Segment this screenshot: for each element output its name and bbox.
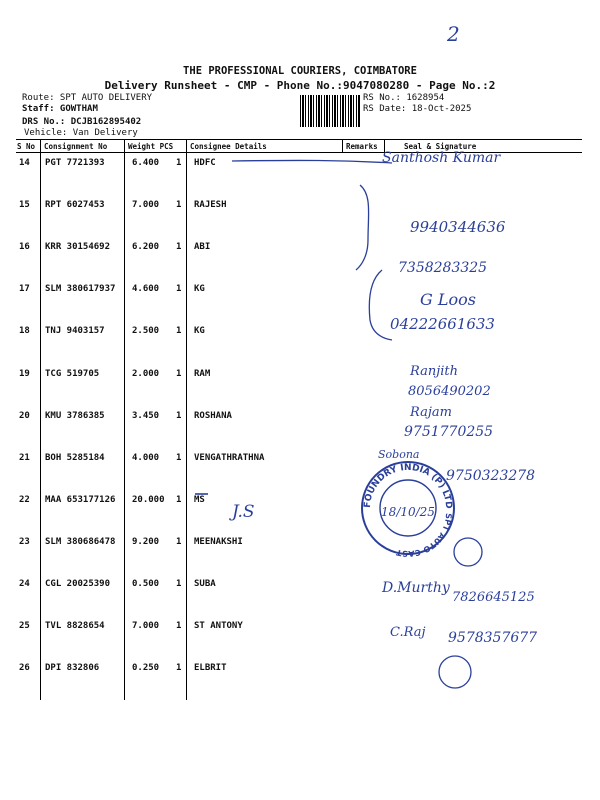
row-consignee: VENGATHRATHNA xyxy=(194,453,265,463)
ink-bracket-row-17-18 xyxy=(369,270,392,340)
col-header-consignment: Consignment No xyxy=(44,142,108,151)
row-consignment-no: DPI 832806 xyxy=(45,663,100,673)
ink-circle-row-23 xyxy=(454,538,482,566)
row-weight: 3.450 xyxy=(132,411,160,421)
phone-row-24: 7826645125 xyxy=(452,590,535,605)
company-seal-stamp xyxy=(358,458,458,558)
phone-row-15: 9940344636 xyxy=(410,218,506,236)
row-consignment-no: SLM 380617937 xyxy=(45,284,116,294)
row-sno: 16 xyxy=(19,242,30,252)
row-consignment-no: RPT 6027453 xyxy=(45,200,105,210)
phone-row-25: 9578357677 xyxy=(448,630,538,646)
seal-ring-text-lower: SPT AUTO CAST xyxy=(395,512,454,558)
signature-row-22: J.S xyxy=(232,502,255,522)
row-pcs: 1 xyxy=(176,663,182,673)
row-pcs: 1 xyxy=(176,495,182,505)
row-pcs: 1 xyxy=(176,242,182,252)
row-weight: 4.000 xyxy=(132,453,160,463)
row-sno: 17 xyxy=(19,284,30,294)
seal-top-word: Sobona xyxy=(378,448,420,461)
row-consignee: KG xyxy=(194,326,205,336)
signature-row-20: Rajam xyxy=(410,405,452,420)
row-sno: 20 xyxy=(19,411,30,421)
row-consignment-no: TVL 8828654 xyxy=(45,621,105,631)
rs-number: RS No.: 1628954 xyxy=(363,93,445,103)
row-consignment-no: KRR 30154692 xyxy=(45,242,111,252)
row-pcs: 1 xyxy=(176,158,182,168)
row-pcs: 1 xyxy=(176,537,182,547)
row-consignment-no: KMU 3786385 xyxy=(45,411,105,421)
row-weight: 4.600 xyxy=(132,284,160,294)
signature-row-17: G Loos xyxy=(420,290,476,309)
row-weight: 7.000 xyxy=(132,200,160,210)
row-consignment-no: PGT 7721393 xyxy=(45,158,105,168)
phone-row-16: 7358283325 xyxy=(398,260,488,276)
col-header-consignee: Consignee Details xyxy=(190,142,267,151)
row-consignee: SUBA xyxy=(194,579,216,589)
col-header-sno: S No xyxy=(17,142,36,151)
signature-row-24: D.Murthy xyxy=(382,580,450,596)
signature-row-14: Santhosh Kumar xyxy=(382,150,501,166)
row-consignment-no: MAA 653177126 xyxy=(45,495,116,505)
row-weight: 9.200 xyxy=(132,537,160,547)
col-header-weight-pcs: Weight PCS xyxy=(128,142,174,151)
row-pcs: 1 xyxy=(176,369,182,379)
rs-date: RS Date: 18-Oct-2025 xyxy=(363,104,472,114)
ink-line-row-14 xyxy=(232,160,392,163)
row-sno: 24 xyxy=(19,579,30,589)
runsheet-subtitle: Delivery Runsheet - CMP - Phone No.:9047080280 - Page No.:2 xyxy=(104,79,496,92)
row-sno: 18 xyxy=(19,326,30,336)
row-sno: 26 xyxy=(19,663,30,673)
row-sno: 14 xyxy=(19,158,30,168)
phone-row-18: 04222661633 xyxy=(390,315,495,333)
row-sno: 23 xyxy=(19,537,30,547)
vehicle-label: Vehicle: Van Delivery xyxy=(24,128,138,138)
staff-label: Staff: GOWTHAM xyxy=(22,104,98,114)
row-sno: 25 xyxy=(19,621,30,631)
row-consignee: RAJESH xyxy=(194,200,227,210)
phone-row-19: 8056490202 xyxy=(408,384,491,399)
row-consignee: MS xyxy=(194,495,205,505)
row-consignment-no: SLM 380686478 xyxy=(45,537,116,547)
row-consignee: RAM xyxy=(194,369,211,379)
row-pcs: 1 xyxy=(176,284,182,294)
seal-ring-text: FOUNDRY INDIA (P) LTD xyxy=(362,462,454,510)
row-weight: 0.250 xyxy=(132,663,160,673)
row-consignment-no: TNJ 9403157 xyxy=(45,326,105,336)
row-consignee: ABI xyxy=(194,242,211,252)
phone-row-21: 9750323278 xyxy=(446,468,536,484)
row-pcs: 1 xyxy=(176,579,182,589)
row-weight: 0.500 xyxy=(132,579,160,589)
col-header-seal-signature: Seal & Signature xyxy=(404,142,477,151)
row-consignee: ROSHANA xyxy=(194,411,232,421)
row-consignee: ELBRIT xyxy=(194,663,227,673)
row-weight: 6.400 xyxy=(132,158,160,168)
row-sno: 22 xyxy=(19,495,30,505)
row-sno: 19 xyxy=(19,369,30,379)
row-consignee: KG xyxy=(194,284,205,294)
phone-row-20: 9751770255 xyxy=(404,424,494,440)
row-weight: 2.500 xyxy=(132,326,160,336)
row-pcs: 1 xyxy=(176,326,182,336)
row-consignment-no: TCG 519705 xyxy=(45,369,100,379)
row-weight: 7.000 xyxy=(132,621,160,631)
col-header-remarks: Remarks xyxy=(346,142,378,151)
row-weight: 20.000 xyxy=(132,495,165,505)
page-mark-handwritten: 2 xyxy=(447,22,460,46)
drs-number: DRS No.: DCJB162895402 xyxy=(22,117,142,127)
company-title: THE PROFESSIONAL COURIERS, COIMBATORE xyxy=(183,65,417,77)
signature-row-25: C.Raj xyxy=(390,625,426,640)
ink-circle-row-26 xyxy=(439,656,471,688)
row-sno: 21 xyxy=(19,453,30,463)
row-pcs: 1 xyxy=(176,200,182,210)
row-consignee: ST ANTONY xyxy=(194,621,243,631)
row-pcs: 1 xyxy=(176,621,182,631)
row-consignee: HDFC xyxy=(194,158,216,168)
signature-row-19: Ranjith xyxy=(410,364,458,379)
row-consignment-no: BOH 5285184 xyxy=(45,453,105,463)
route-label: Route: SPT AUTO DELIVERY xyxy=(22,93,153,103)
row-pcs: 1 xyxy=(176,411,182,421)
row-pcs: 1 xyxy=(176,453,182,463)
row-weight: 2.000 xyxy=(132,369,160,379)
row-consignee: MEENAKSHI xyxy=(194,537,243,547)
row-sno: 15 xyxy=(19,200,30,210)
ink-bracket-row-15-17 xyxy=(356,185,369,270)
row-weight: 6.200 xyxy=(132,242,160,252)
row-consignment-no: CGL 20025390 xyxy=(45,579,111,589)
seal-date: 18/10/25 xyxy=(381,505,435,519)
